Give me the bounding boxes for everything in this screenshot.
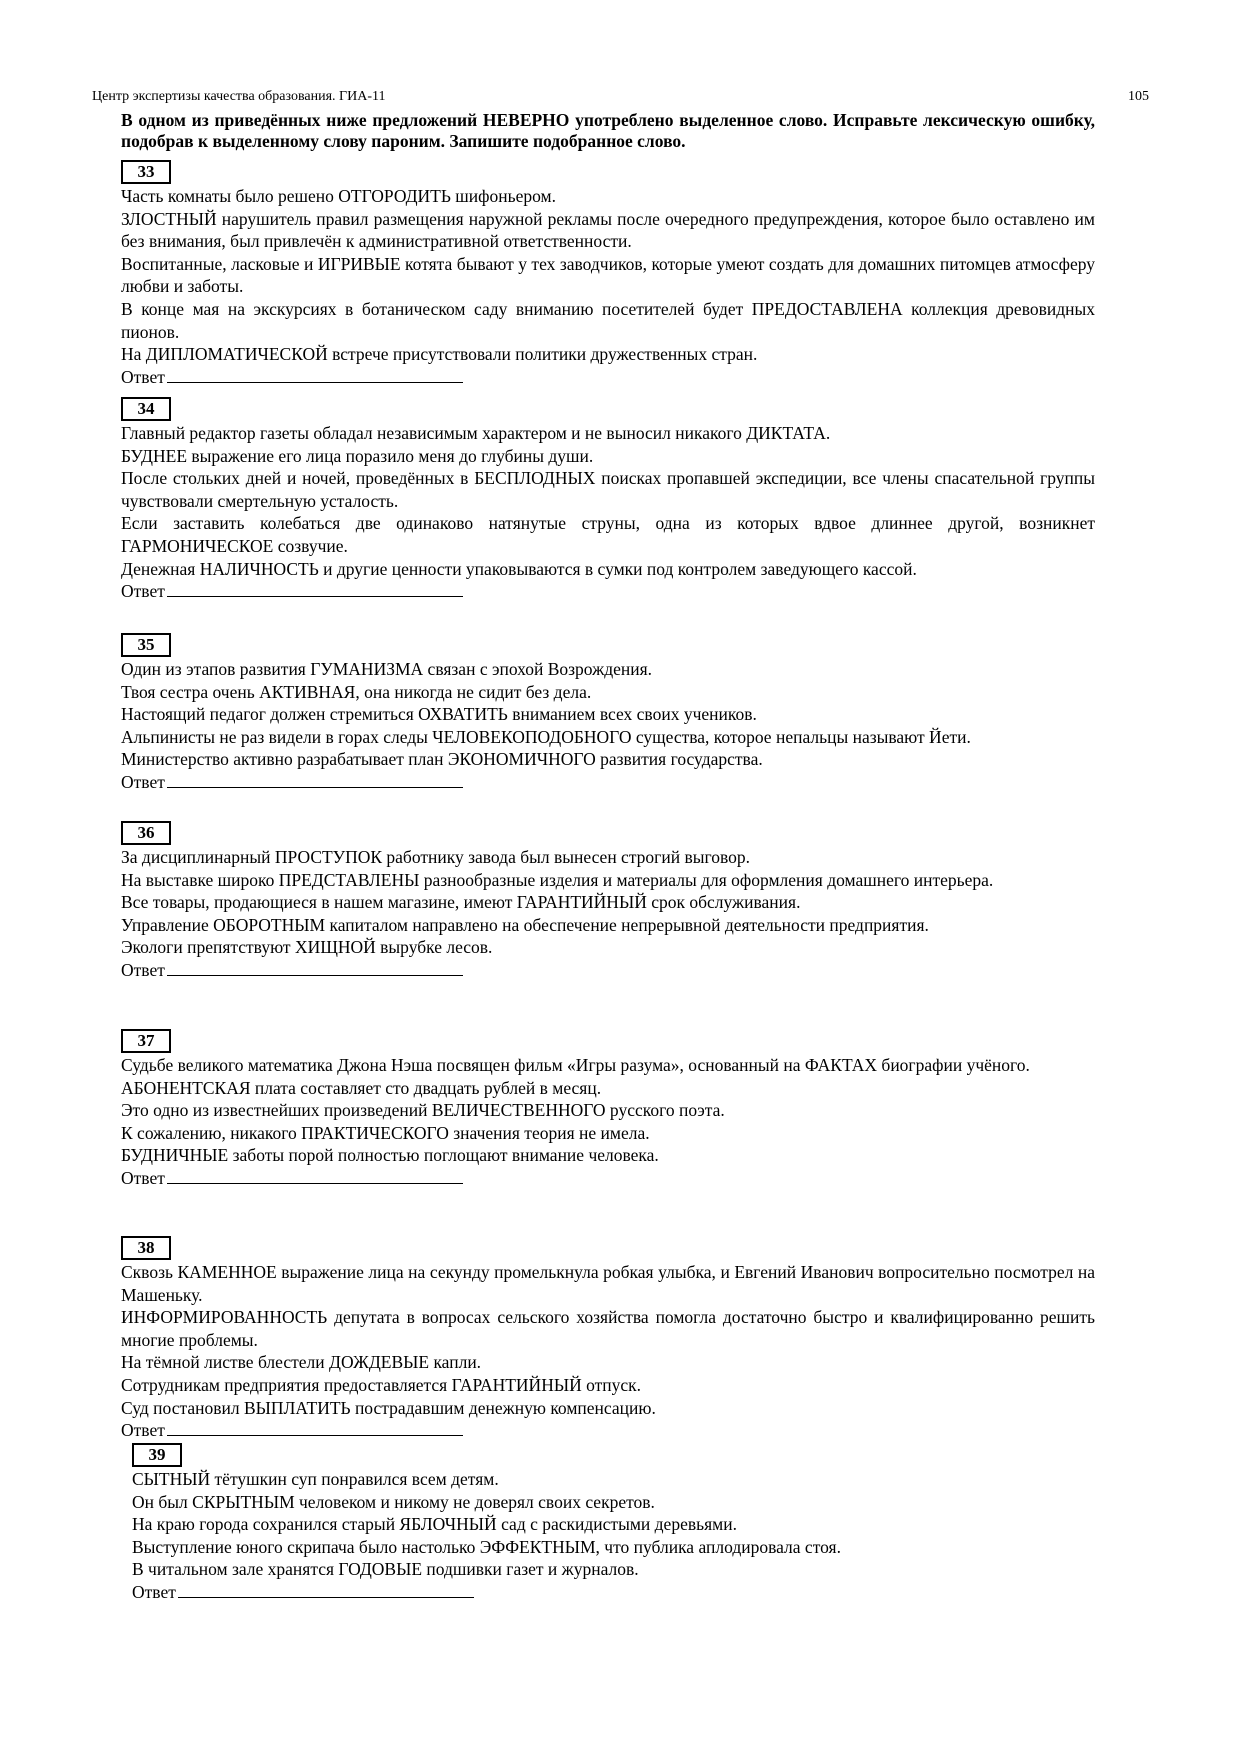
answer-input[interactable] <box>167 1419 463 1436</box>
task-37 <box>121 1029 1095 1190</box>
task-34 <box>121 397 1095 603</box>
sentence: Выступление юного скрипача было настолько ЭФФЕКТНЫМ, что публика аплодировала стоя. <box>132 1536 841 1557</box>
sentence: Экологи препятствуют ХИЩНОЙ вырубке лесов. <box>121 937 493 958</box>
answer-row <box>121 366 1095 389</box>
answer-row <box>121 1419 1095 1442</box>
sentence: Сотрудникам предприятия предоставляется ГАРАНТИЙНЫЙ отпуск. <box>121 1374 642 1395</box>
sentence: ЗЛОСТНЫЙ нарушитель правил размещения наружной рекламы после очередного предупреждения, которое было оставлено им без внимания, был привлечён к административной ответственности. <box>121 208 1095 252</box>
answer-label: Ответ <box>121 581 165 602</box>
task-35 <box>121 633 1095 794</box>
sentence: АБОНЕНТСКАЯ плата составляет сто двадцать рублей в месяц. <box>121 1077 602 1098</box>
sentence: Министерство активно разрабатывает план ЭКОНОМИЧНОГО развития государства. <box>121 749 763 770</box>
sentence: Сквозь КАМЕННОЕ выражение лица на секунду промелькнула робкая улыбка, и Евгений Иванович вопросительно посмотрел на Машеньку. <box>121 1262 1095 1305</box>
sentence: Альпинисты не раз видели в горах следы ЧЕЛОВЕКОПОДОБНОГО существа, которое непальцы называют Йети. <box>121 726 971 747</box>
sentence: На тёмной листве блестели ДОЖДЕВЫЕ капли. <box>121 1352 482 1373</box>
task-number: 36 <box>121 821 171 845</box>
sentence: Если заставить колебаться две одинаково натянутые струны, одна из которых вдвое длиннее другой, возникнет ГАРМОНИЧЕСКОЕ созвучие. <box>121 513 1095 556</box>
sentence: Воспитанные, ласковые и ИГРИВЫЕ котята бывают у тех заводчиков, которые умеют создать для домашних питомцев атмосферу любви и заботы. <box>121 253 1095 297</box>
answer-row <box>132 1581 1085 1604</box>
sentence: Денежная НАЛИЧНОСТЬ и другие ценности упаковываются в сумки под контролем заведующего кассой. <box>121 558 917 579</box>
sentence: БУДНИЧНЫЕ заботы порой полностью поглощают внимание человека. <box>121 1145 659 1166</box>
sentence: На выставке широко ПРЕДСТАВЛЕНЫ разнообразные изделия и материалы для оформления домашнего интерьера. <box>121 869 994 890</box>
sentence: Настоящий педагог должен стремиться ОХВАТИТЬ вниманием всех своих учеников. <box>121 704 757 725</box>
sentence: В конце мая на экскурсиях в ботаническом саду вниманию посетителей будет ПРЕДОСТАВЛЕНА коллекция древовидных пионов. <box>121 298 1095 342</box>
sentence: Твоя сестра очень АКТИВНАЯ, она никогда не сидит без дела. <box>121 681 592 702</box>
sentence: К сожалению, никакого ПРАКТИЧЕСКОГО значения теория не имела. <box>121 1122 650 1143</box>
sentence: БУДНЕЕ выражение его лица поразило меня до глубины души. <box>121 445 594 466</box>
answer-label: Ответ <box>132 1581 176 1602</box>
sentence: Управление ОБОРОТНЫМ капиталом направлено на обеспечение непрерывной деятельности предприятия. <box>121 914 929 935</box>
answer-input[interactable] <box>167 1167 463 1184</box>
task-number: 37 <box>121 1029 171 1053</box>
task-instruction: В одном из приведённых ниже предложений НЕВЕРНО употреблено выделенное слово. Исправьте лексическую ошибку, подобрав к выделенному слову пароним. Запишите подобранное слово. <box>121 110 1095 151</box>
sentence: Все товары, продающиеся в нашем магазине, имеют ГАРАНТИЙНЫЙ срок обслуживания. <box>121 892 801 913</box>
task-38 <box>121 1236 1095 1442</box>
answer-label: Ответ <box>121 1167 165 1188</box>
sentence: На краю города сохранился старый ЯБЛОЧНЫЙ сад с раскидистыми деревьями. <box>132 1514 737 1535</box>
page-number: 105 <box>1128 89 1149 104</box>
sentence: Часть комнаты было решено ОТГОРОДИТЬ шифоньером. <box>121 186 556 206</box>
sentence: ИНФОРМИРОВАННОСТЬ депутата в вопросах сельского хозяйства помогла достаточно быстро и квалифицированно решить многие проблемы. <box>121 1307 1095 1350</box>
task-number: 39 <box>132 1443 182 1467</box>
answer-input[interactable] <box>178 1581 474 1598</box>
task-number: 38 <box>121 1236 171 1260</box>
sentence: За дисциплинарный ПРОСТУПОК работнику завода был вынесен строгий выговор. <box>121 847 751 867</box>
sentence: Один из этапов развития ГУМАНИЗМА связан с эпохой Возрождения. <box>121 659 653 679</box>
answer-input[interactable] <box>167 580 463 597</box>
sentence: СЫТНЫЙ тётушкин суп понравился всем детям. <box>132 1469 499 1489</box>
sentence: На ДИПЛОМАТИЧЕСКОЙ встрече присутствовали политики дружественных стран. <box>121 344 758 365</box>
answer-row <box>121 1167 1095 1190</box>
answer-label: Ответ <box>121 771 165 792</box>
answer-input[interactable] <box>167 771 463 788</box>
answer-label: Ответ <box>121 959 165 980</box>
sentence: Он был СКРЫТНЫМ человеком и никому не доверял своих секретов. <box>132 1491 655 1512</box>
task-39 <box>132 1443 1085 1604</box>
sentence: Главный редактор газеты обладал независимым характером и не выносил никакого ДИКТАТА. <box>121 423 831 443</box>
sentence: Это одно из известнейших произведений ВЕЛИЧЕСТВЕННОГО русского поэта. <box>121 1100 725 1121</box>
answer-row <box>121 580 1095 603</box>
task-33 <box>121 160 1095 388</box>
sentence: Суд постановил ВЫПЛАТИТЬ пострадавшим денежную компенсацию. <box>121 1397 656 1418</box>
task-number: 35 <box>121 633 171 657</box>
answer-row <box>121 959 1095 982</box>
answer-label: Ответ <box>121 366 165 387</box>
sentence: В читальном зале хранятся ГОДОВЫЕ подшивки газет и журналов. <box>132 1559 639 1580</box>
task-number: 33 <box>121 160 171 184</box>
header-title: Центр экспертизы качества образования. ГИА-11 <box>92 89 386 104</box>
answer-row <box>121 771 1095 794</box>
sentence: После стольких дней и ночей, проведённых в БЕСПЛОДНЫХ поисках пропавшей экспедиции, все члены спасательной группы чувствовали смертельную усталость. <box>121 468 1095 511</box>
task-36 <box>121 821 1095 982</box>
answer-label: Ответ <box>121 1420 165 1441</box>
answer-input[interactable] <box>167 366 463 383</box>
sentence: Судьбе великого математика Джона Нэша посвящен фильм «Игры разума», основанный на ФАКТАХ биографии учёного. <box>121 1055 1030 1075</box>
task-number: 34 <box>121 397 171 421</box>
answer-input[interactable] <box>167 959 463 976</box>
